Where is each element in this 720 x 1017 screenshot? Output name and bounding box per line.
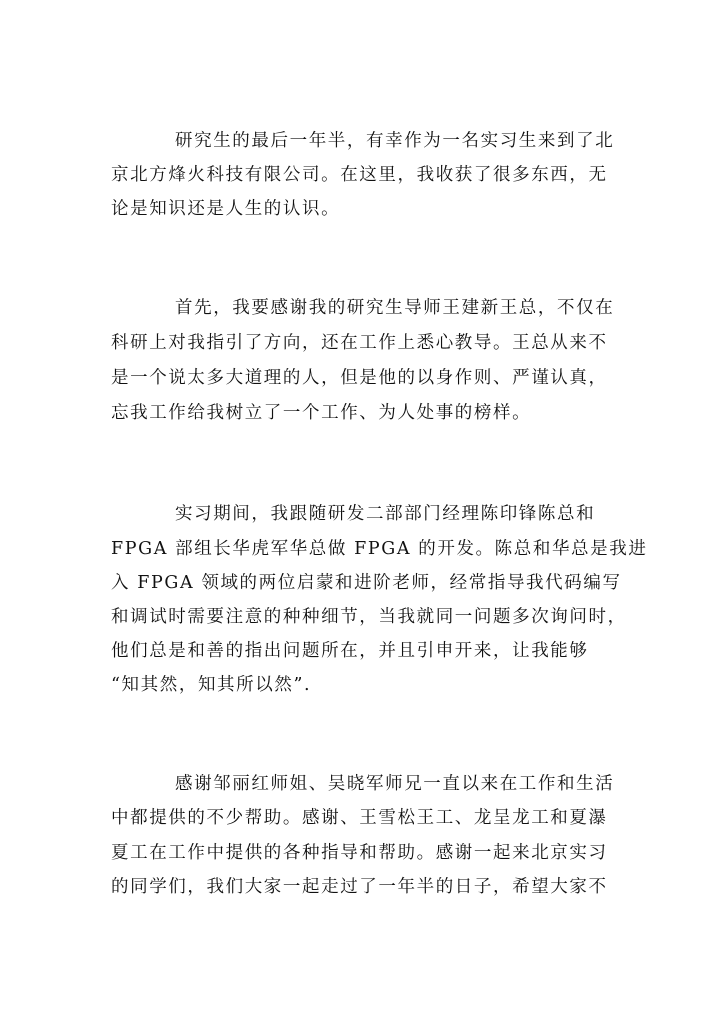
paragraph-line: 实习期间，我跟随研发二部部门经理陈印锋陈总和 — [175, 504, 596, 524]
paragraph-line: “知其然，知其所以然”. — [111, 675, 312, 695]
paragraph-line: 他们总是和善的指出问题所在，并且引申开来，让我能够 — [111, 641, 589, 661]
paragraph-line: 研究生的最后一年半，有幸作为一名实习生来到了北 — [175, 131, 615, 151]
paragraph-line: 夏工在工作中提供的各种指导和帮助。感谢一起来北京实习 — [111, 843, 608, 863]
paragraph-line: 首先，我要感谢我的研究生导师王建新王总，不仅在 — [175, 298, 615, 318]
paragraph-line: 论是知识还是人生的认识。 — [111, 199, 341, 219]
paragraph-line: 中都提供的不少帮助。感谢、王雪松王工、龙呈龙工和夏瀑 — [111, 808, 608, 828]
paragraph-line: 感谢邹丽红师姐、吴晓军师兄一直以来在工作和生活 — [175, 774, 615, 794]
paragraph-line: 的同学们，我们大家一起走过了一年半的日子，希望大家不 — [111, 877, 608, 897]
paragraph-line: 京北方烽火科技有限公司。在这里，我收获了很多东西，无 — [111, 165, 608, 185]
paragraph-line: 是一个说太多大道理的人，但是他的以身作则、严谨认真， — [111, 368, 608, 388]
paragraph-line: 忘我工作给我树立了一个工作、为人处事的榜样。 — [111, 403, 532, 423]
paragraph-line: 和调试时需要注意的种种细节，当我就同一问题多次询问时， — [111, 607, 627, 627]
paragraph-line: 科研上对我指引了方向，还在工作上悉心教导。王总从来不 — [111, 333, 608, 353]
paragraph-line: 入 FPGA 领域的两位启蒙和进阶老师，经常指导我代码编写 — [111, 573, 622, 593]
paragraph-line: FPGA 部组长华虎军华总做 FPGA 的开发。陈总和华总是我进 — [111, 539, 648, 559]
